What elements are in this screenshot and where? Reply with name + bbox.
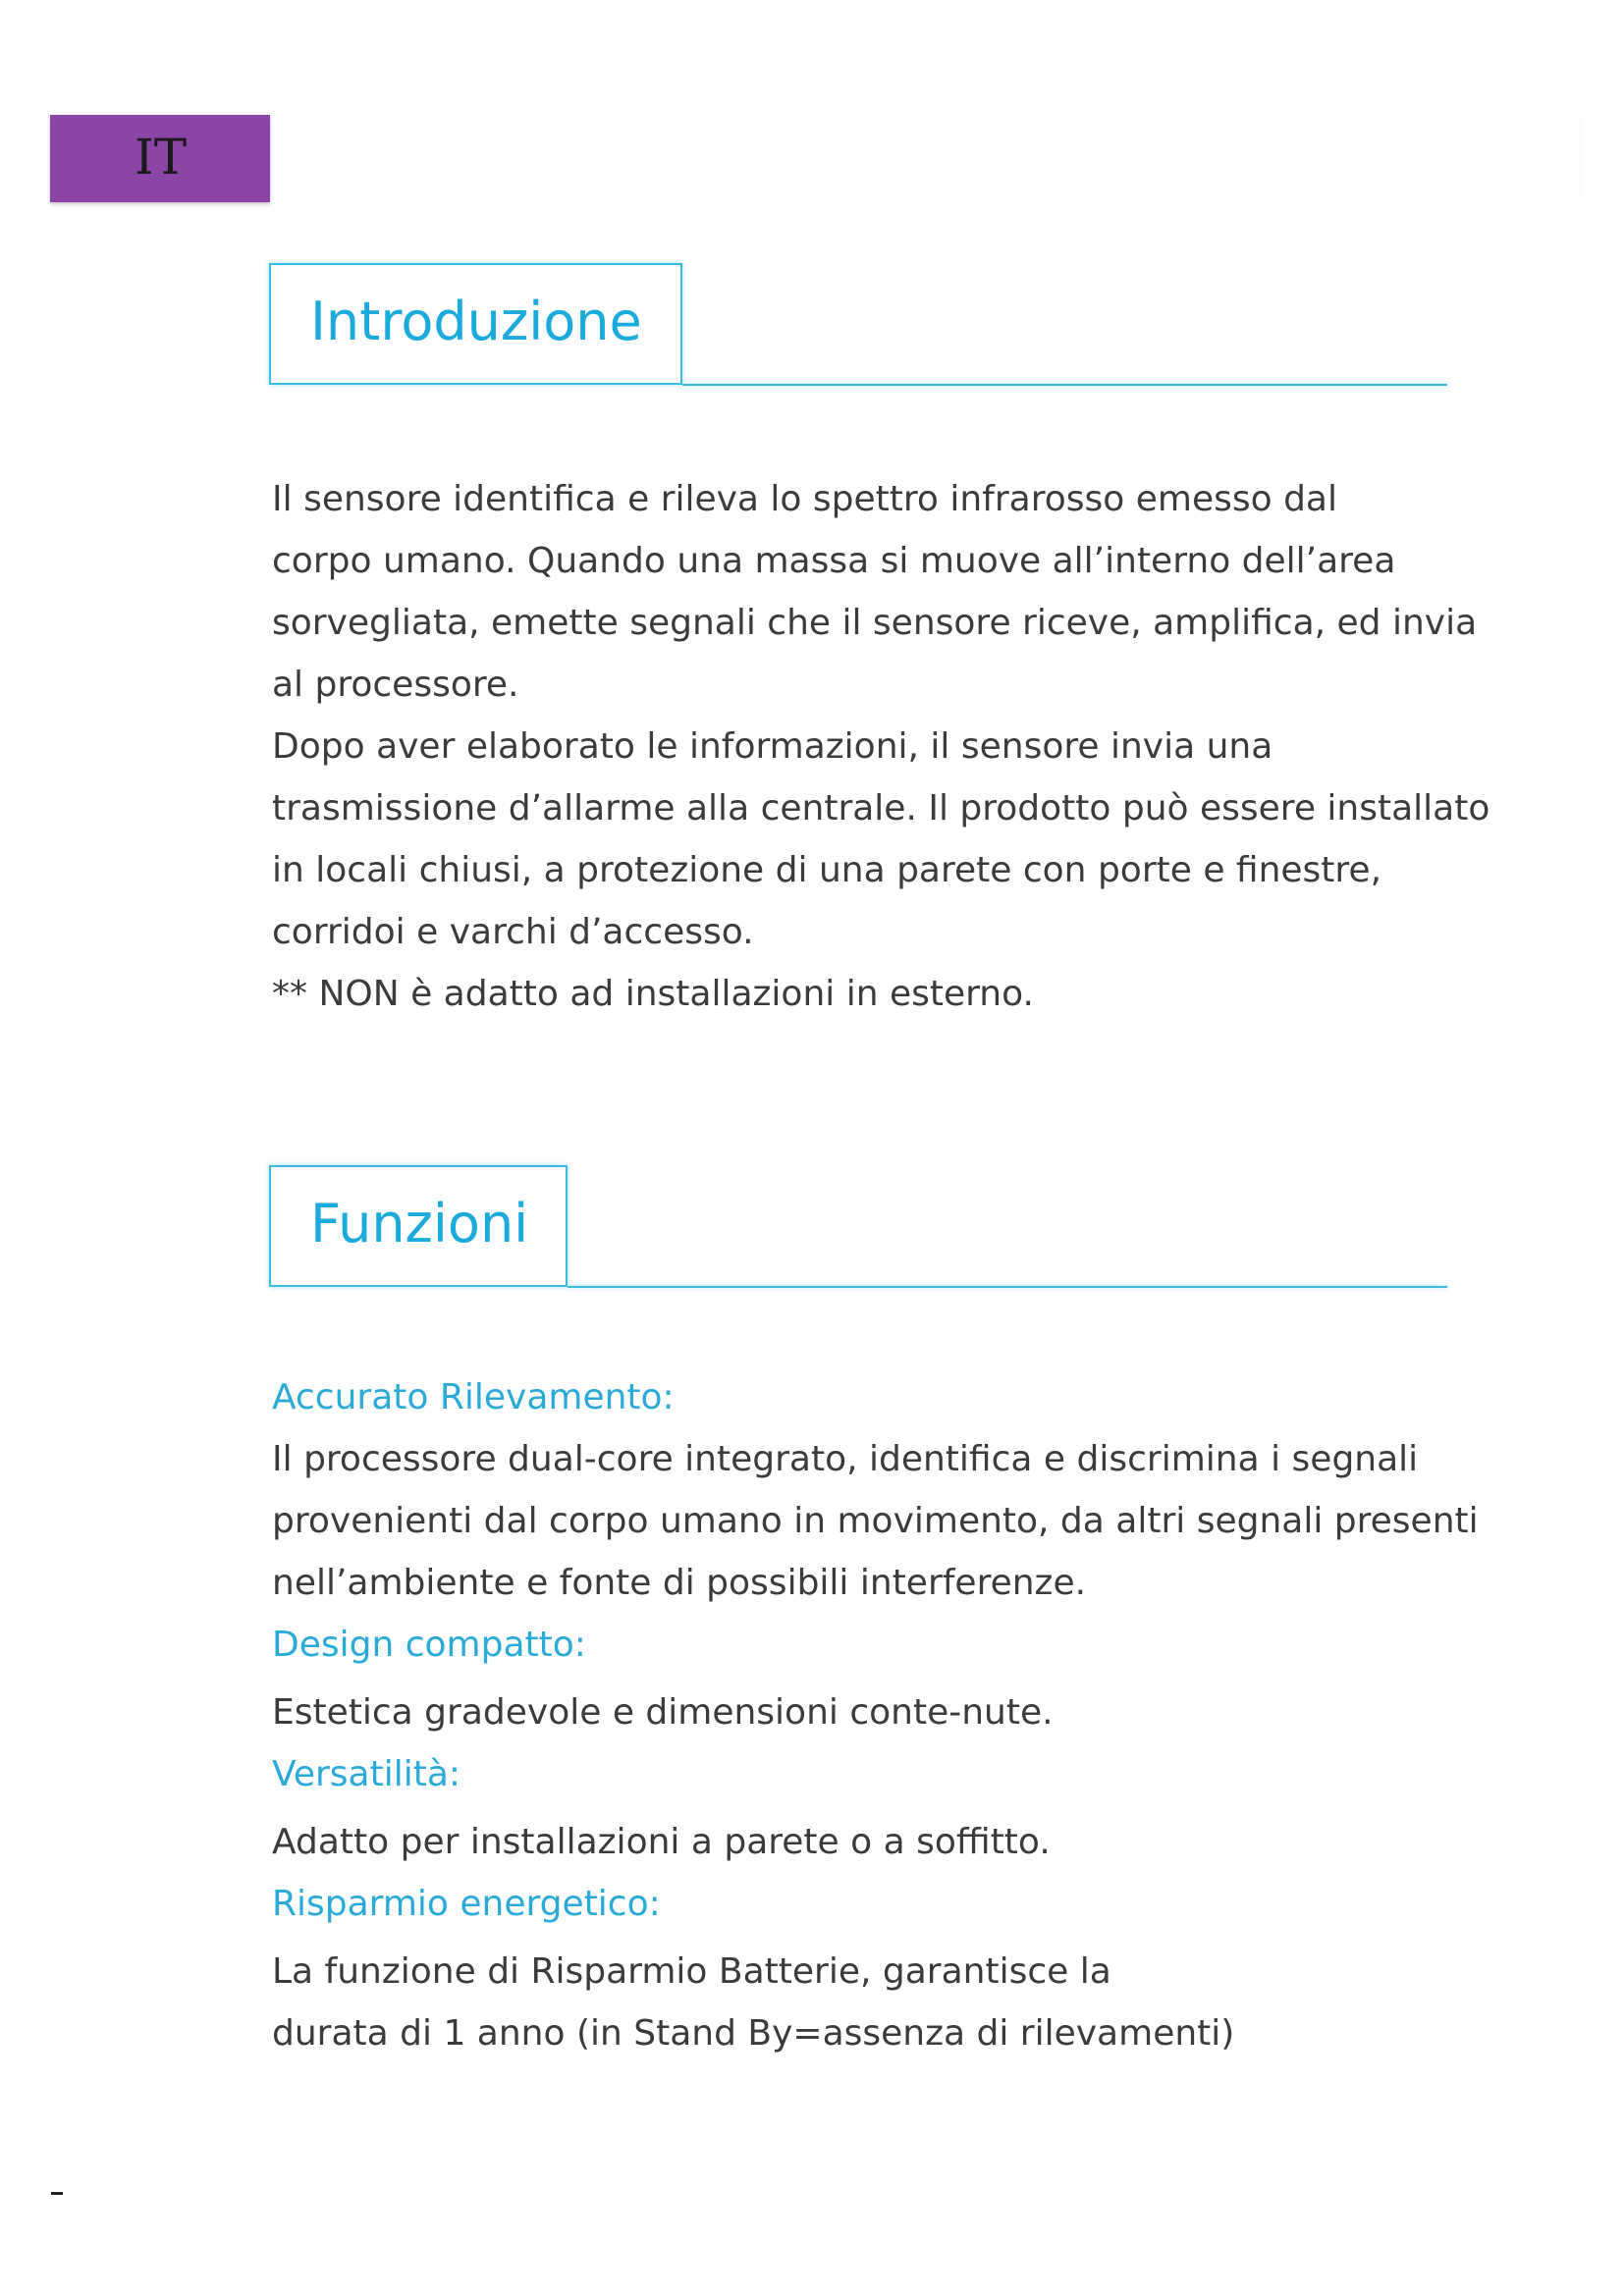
intro-section-rule xyxy=(682,384,1447,386)
page-mark xyxy=(51,2192,63,2195)
feature-line: Adatto per installazioni a parete o a soffitto. xyxy=(272,1822,1051,1862)
feature-energy-saving xyxy=(272,1873,1489,2064)
feature-heading: Risparmio energetico: xyxy=(272,1884,661,1924)
feature-versatility xyxy=(272,1743,1489,1873)
language-label: IT xyxy=(135,129,188,186)
intro-line: al processore. xyxy=(272,665,519,705)
feature-line: La funzione di Risparmio Batterie, garantisce la xyxy=(272,1951,1111,1992)
feature-heading: Design compatto: xyxy=(272,1625,586,1665)
feature-compact-design xyxy=(272,1614,1489,1743)
funzioni-section-rule xyxy=(568,1286,1447,1288)
language-tab xyxy=(50,115,270,202)
intro-section-title-box xyxy=(269,263,682,385)
intro-line: Il sensore identifica e rileva lo spettro infrarosso emesso dal xyxy=(272,479,1337,519)
header-strip xyxy=(283,116,1583,202)
intro-line: corpo umano. Quando una massa si muove all’interno dell’area xyxy=(272,541,1396,581)
feature-line: Il processore dual-core integrato, identifica e discrimina i segnali xyxy=(272,1439,1419,1479)
features-list xyxy=(272,1366,1489,2064)
intro-line: corridoi e varchi d’accesso. xyxy=(272,912,754,952)
feature-heading: Accurato Rilevamento: xyxy=(272,1377,675,1417)
intro-note: ** NON è adatto ad installazioni in esterno. xyxy=(272,974,1034,1014)
intro-line: sorvegliata, emette segnali che il sensore riceve, amplifica, ed invia xyxy=(272,603,1478,643)
funzioni-section-title: Funzioni xyxy=(310,1193,529,1255)
intro-paragraph xyxy=(272,468,1490,1025)
intro-line: Dopo aver elaborato le informazioni, il sensore invia una xyxy=(272,726,1273,767)
feature-accurate-detection xyxy=(272,1366,1489,1614)
feature-line: nell’ambiente e fonte di possibili interferenze. xyxy=(272,1563,1087,1603)
intro-section-title: Introduzione xyxy=(310,291,642,352)
funzioni-section-title-box xyxy=(269,1165,568,1287)
feature-heading: Versatilità: xyxy=(272,1754,461,1794)
intro-line: trasmissione d’allarme alla centrale. Il prodotto può essere installato xyxy=(272,788,1490,828)
feature-line: durata di 1 anno (in Stand By=assenza di rilevamenti) xyxy=(272,2013,1235,2054)
feature-line: provenienti dal corpo umano in movimento, da altri segnali presenti xyxy=(272,1501,1479,1541)
intro-line: in locali chiusi, a protezione di una parete con porte e finestre, xyxy=(272,850,1382,890)
feature-line: Estetica gradevole e dimensioni conte-nute. xyxy=(272,1692,1054,1733)
